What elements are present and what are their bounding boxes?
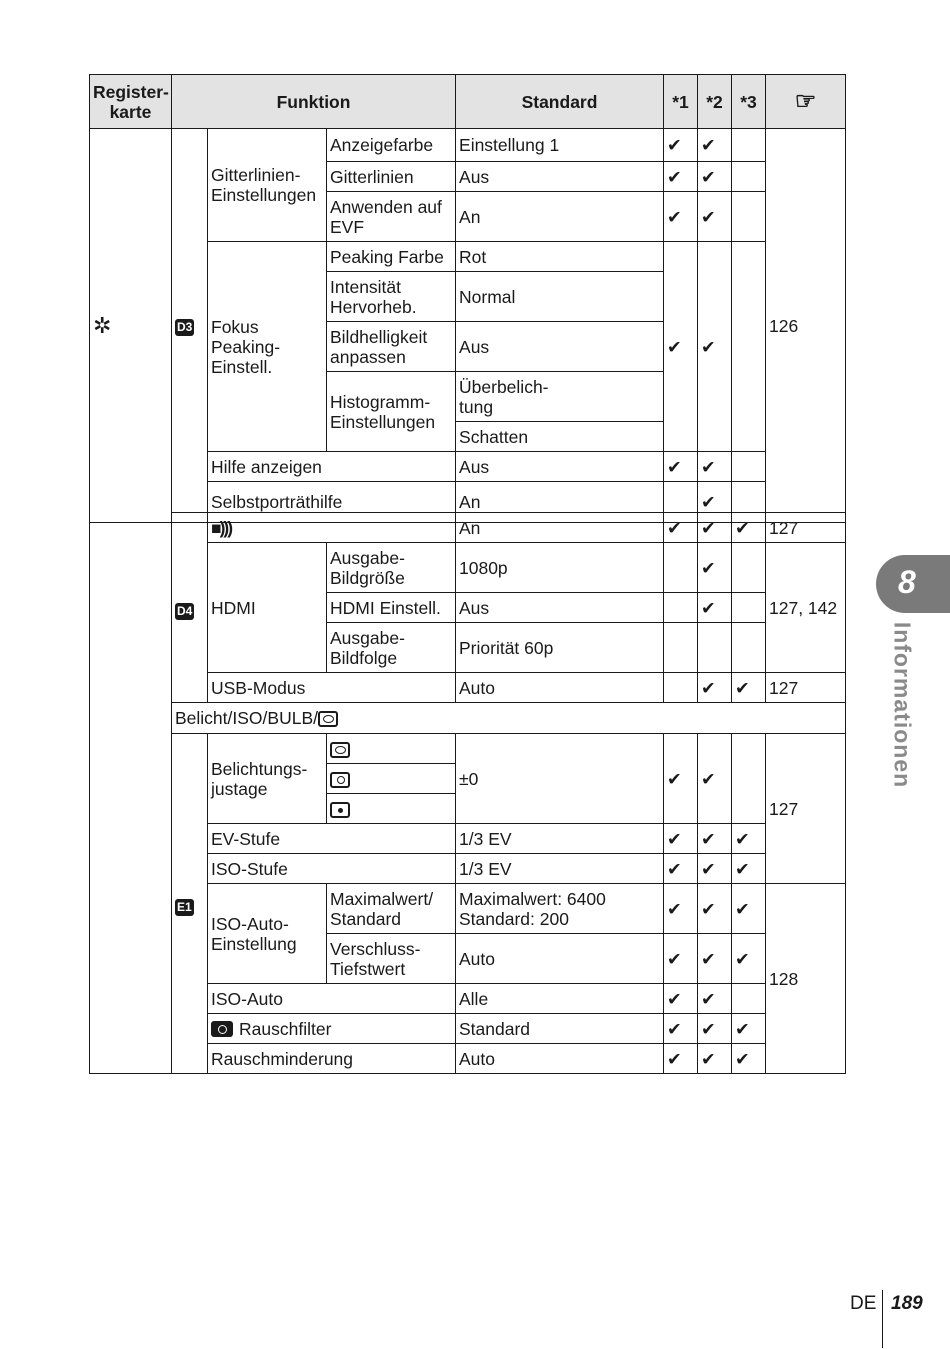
- check-icon: ✔: [664, 734, 698, 824]
- value-anzeigefarbe: Einstellung 1: [456, 129, 664, 162]
- header-col3: *3: [732, 75, 766, 129]
- value-maximalwert-standard: Maximalwert: 6400 Standard: 200: [456, 884, 664, 934]
- row-group-fokus-peaking: Fokus Peaking- Einstell.: [208, 242, 327, 452]
- check-icon: ✔: [664, 162, 698, 192]
- check-icon: ✔: [698, 242, 732, 452]
- gear-column-continued: [90, 734, 172, 1074]
- check-icon: ✔: [698, 129, 732, 162]
- empty-cell: [664, 593, 698, 623]
- check-icon: ✔: [664, 884, 698, 934]
- header-function: Funktion: [172, 75, 456, 129]
- check-icon: ✔: [664, 242, 698, 452]
- check-icon: ✔: [664, 192, 698, 242]
- row-anzeigefarbe: Anzeigefarbe: [327, 129, 456, 162]
- row-group-belichtungsjustage: Belichtungs- justage: [208, 734, 327, 824]
- empty-cell: [732, 162, 766, 192]
- empty-cell: [732, 242, 766, 452]
- empty-cell: [732, 734, 766, 824]
- row-usb-modus: USB-Modus: [208, 673, 456, 703]
- settings-table-d4-e1: [89, 512, 846, 1074]
- check-icon: ✔: [732, 824, 766, 854]
- check-icon: ✔: [698, 1044, 732, 1074]
- value-hilfe-anzeigen: Aus: [456, 452, 664, 482]
- check-icon: ✔: [732, 513, 766, 543]
- value-rauschfilter: Standard: [456, 1014, 664, 1044]
- row-peaking-farbe: Peaking Farbe: [327, 242, 456, 272]
- row-maximalwert-standard: Maximalwert/ Standard: [327, 884, 456, 934]
- value-intensitaet: Normal: [456, 272, 664, 322]
- check-icon: ✔: [664, 934, 698, 984]
- row-ausgabe-bildfolge: Ausgabe- Bildfolge: [327, 623, 456, 673]
- value-gitterlinien: Aus: [456, 162, 664, 192]
- chapter-number: 8: [898, 564, 916, 600]
- row-group-gitterlinien: Gitterlinien- Einstellungen: [208, 129, 327, 242]
- row-rauschfilter: Rauschfilter: [208, 1014, 456, 1044]
- row-ueberbelichtung: Überbelich- tung: [456, 372, 664, 422]
- chapter-label: Informationen: [889, 621, 916, 789]
- check-icon: ✔: [664, 452, 698, 482]
- value-ev-stufe: 1/3 EV: [456, 824, 664, 854]
- row-group-hdmi: HDMI: [208, 543, 327, 673]
- section-belicht-iso-bulb: Belicht/ISO/BULB/: [172, 703, 846, 734]
- empty-cell: [664, 623, 698, 673]
- empty-cell: [732, 129, 766, 162]
- check-icon: ✔: [698, 593, 732, 623]
- value-iso-auto: Alle: [456, 984, 664, 1014]
- value-ausgabe-bildfolge: Priorität 60p: [456, 623, 664, 673]
- settings-table: [89, 74, 846, 523]
- check-icon: ✔: [732, 854, 766, 884]
- empty-cell: [664, 543, 698, 593]
- check-icon: ✔: [732, 1044, 766, 1074]
- value-peaking-farbe: Rot: [456, 242, 664, 272]
- value-bildhelligkeit: Aus: [456, 322, 664, 372]
- row-ev-stufe: EV-Stufe: [208, 824, 456, 854]
- footer-divider: [882, 1290, 883, 1348]
- check-icon: ✔: [664, 854, 698, 884]
- page-ref: 128: [766, 884, 846, 1074]
- value-usb-modus: Auto: [456, 673, 664, 703]
- page-number: 189: [891, 1293, 923, 1314]
- header-register: Register- karte: [90, 75, 172, 129]
- header-col2: *2: [698, 75, 732, 129]
- check-icon: ✔: [698, 673, 732, 703]
- tab-d4-icon: D4: [172, 513, 208, 703]
- esp-metering-icon: [327, 734, 456, 764]
- gear-icon: ✲: [90, 129, 172, 523]
- empty-cell: [698, 623, 732, 673]
- page-ref: 127: [766, 734, 846, 884]
- check-icon: ✔: [732, 1014, 766, 1044]
- check-icon: ✔: [698, 1014, 732, 1044]
- row-iso-auto: ISO-Auto: [208, 984, 456, 1014]
- row-schatten: Schatten: [456, 422, 664, 452]
- tab-d3-icon: D3: [172, 129, 208, 523]
- page-ref: 127: [766, 673, 846, 703]
- value-hdmi-einstell: Aus: [456, 593, 664, 623]
- row-ausgabe-bildgroesse: Ausgabe- Bildgröße: [327, 543, 456, 593]
- header-col1: *1: [664, 75, 698, 129]
- empty-cell: [732, 543, 766, 593]
- row-hilfe-anzeigen: Hilfe anzeigen: [208, 452, 456, 482]
- esp-metering-icon: [318, 711, 338, 727]
- value-sound: An: [456, 513, 664, 543]
- empty-cell: [732, 452, 766, 482]
- check-icon: ✔: [664, 824, 698, 854]
- camera-icon: [211, 1021, 233, 1037]
- sound-icon: ■))): [208, 513, 456, 543]
- empty-cell: [732, 593, 766, 623]
- row-selbstportraethilfe: Selbstporträthilfe: [208, 482, 456, 523]
- check-icon: ✔: [698, 543, 732, 593]
- value-ausgabe-bildgroesse: 1080p: [456, 543, 664, 593]
- check-icon: ✔: [664, 513, 698, 543]
- check-icon: ✔: [698, 884, 732, 934]
- check-icon: ✔: [732, 673, 766, 703]
- row-group-histogramm: Histogramm- Einstellungen: [327, 372, 456, 452]
- value-verschluss-tiefstwert: Auto: [456, 934, 664, 984]
- check-icon: ✔: [732, 934, 766, 984]
- empty-cell: [732, 192, 766, 242]
- center-weighted-metering-icon: [327, 764, 456, 794]
- check-icon: ✔: [698, 824, 732, 854]
- check-icon: ✔: [664, 984, 698, 1014]
- check-icon: ✔: [698, 734, 732, 824]
- empty-cell: [732, 623, 766, 673]
- row-group-iso-auto-einstellung: ISO-Auto- Einstellung: [208, 884, 327, 984]
- header-ref-icon: ☞: [766, 75, 846, 129]
- check-icon: ✔: [698, 513, 732, 543]
- check-icon: ✔: [698, 162, 732, 192]
- check-icon: ✔: [732, 884, 766, 934]
- value-iso-stufe: 1/3 EV: [456, 854, 664, 884]
- footer-language: DE: [850, 1293, 877, 1314]
- check-icon: ✔: [664, 1014, 698, 1044]
- row-hdmi-einstell: HDMI Einstell.: [327, 593, 456, 623]
- row-iso-stufe: ISO-Stufe: [208, 854, 456, 884]
- value-anwenden-evf: An: [456, 192, 664, 242]
- check-icon: ✔: [698, 854, 732, 884]
- check-icon: ✔: [664, 129, 698, 162]
- page-ref: 127: [766, 513, 846, 543]
- check-icon: ✔: [698, 192, 732, 242]
- tab-e1-icon: E1: [172, 734, 208, 1074]
- spot-metering-icon: [327, 794, 456, 824]
- row-intensitaet: Intensität Hervorheb.: [327, 272, 456, 322]
- empty-cell: [732, 984, 766, 1014]
- row-verschluss-tiefstwert: Verschluss- Tiefstwert: [327, 934, 456, 984]
- row-gitterlinien: Gitterlinien: [327, 162, 456, 192]
- check-icon: ✔: [698, 984, 732, 1014]
- row-rauschminderung: Rauschminderung: [208, 1044, 456, 1074]
- check-icon: ✔: [698, 934, 732, 984]
- chapter-tab: [876, 555, 950, 613]
- value-selbstportraethilfe: An: [456, 482, 664, 523]
- value-belichtungsjustage: ±0: [456, 734, 664, 824]
- check-icon: ✔: [664, 1044, 698, 1074]
- check-icon: ✔: [698, 482, 732, 523]
- page-ref: 127, 142: [766, 543, 846, 673]
- page-ref: 126: [766, 129, 846, 523]
- empty-cell: [664, 673, 698, 703]
- row-anwenden-evf: Anwenden auf EVF: [327, 192, 456, 242]
- value-rauschminderung: Auto: [456, 1044, 664, 1074]
- gear-column-continued: [90, 513, 172, 734]
- row-bildhelligkeit: Bildhelligkeit anpassen: [327, 322, 456, 372]
- header-default: Standard: [456, 75, 664, 129]
- check-icon: ✔: [698, 452, 732, 482]
